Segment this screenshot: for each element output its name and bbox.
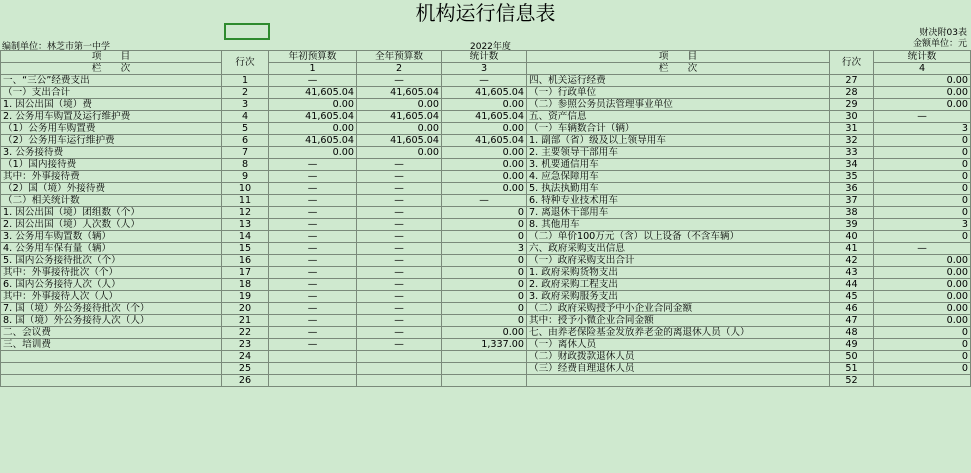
- table-row: [1, 327, 971, 339]
- table-row: [1, 135, 971, 147]
- right-stat-cell[interactable]: 3: [874, 123, 971, 135]
- budget-start-cell[interactable]: —: [269, 195, 357, 207]
- stat-cell[interactable]: 0.00: [442, 147, 527, 159]
- right-stat-cell[interactable]: —: [874, 111, 971, 123]
- table-row: [1, 183, 971, 195]
- right-row-number[interactable]: 45: [830, 291, 874, 303]
- left-row-number[interactable]: 26: [222, 375, 269, 387]
- left-row-number[interactable]: 12: [222, 207, 269, 219]
- left-row-number[interactable]: 24: [222, 351, 269, 363]
- budget-full-cell[interactable]: —: [357, 75, 442, 87]
- right-stat-cell[interactable]: 0.00: [874, 279, 971, 291]
- left-item-label[interactable]: 一、“三公”经费支出: [1, 75, 222, 87]
- left-row-number[interactable]: 8: [222, 159, 269, 171]
- col-1: 1: [269, 63, 357, 75]
- stat-cell[interactable]: 0.00: [442, 171, 527, 183]
- budget-start-cell[interactable]: —: [269, 339, 357, 351]
- left-item-label[interactable]: 其中：外事接待批次（个）: [1, 267, 222, 279]
- left-item-label[interactable]: 3. 公务接待费: [1, 147, 222, 159]
- table-row: [1, 291, 971, 303]
- right-row-number[interactable]: 27: [830, 75, 874, 87]
- table-row: [1, 75, 971, 87]
- left-item-label[interactable]: （一）支出合计: [1, 87, 222, 99]
- left-item-label[interactable]: [1, 363, 222, 375]
- left-row-number[interactable]: 9: [222, 171, 269, 183]
- right-stat-cell[interactable]: 0: [874, 183, 971, 195]
- right-item-label[interactable]: 3. 政府采购服务支出: [527, 291, 830, 303]
- right-stat-cell[interactable]: 0: [874, 171, 971, 183]
- right-row-number[interactable]: 51: [830, 363, 874, 375]
- budget-full-cell[interactable]: —: [357, 315, 442, 327]
- table-row: [1, 375, 971, 387]
- budget-start-cell[interactable]: —: [269, 75, 357, 87]
- budget-start-cell[interactable]: 0.00: [269, 99, 357, 111]
- right-stat-cell[interactable]: 0: [874, 363, 971, 375]
- left-item-label[interactable]: （2）国（境）外接待费: [1, 183, 222, 195]
- right-item-label[interactable]: （一）政府采购支出合计: [527, 255, 830, 267]
- budget-start-cell[interactable]: 0.00: [269, 147, 357, 159]
- seq-header-left: 行次: [222, 51, 269, 75]
- budget-full-cell[interactable]: —: [357, 243, 442, 255]
- left-row-number[interactable]: 21: [222, 315, 269, 327]
- budget-full-cell[interactable]: —: [357, 207, 442, 219]
- table-row: [1, 351, 971, 363]
- right-row-number[interactable]: 33: [830, 147, 874, 159]
- table-row: [1, 339, 971, 351]
- budget-start-cell[interactable]: 41,605.04: [269, 111, 357, 123]
- left-item-label[interactable]: 2. 因公出国（境）人次数（人）: [1, 219, 222, 231]
- stat-header-left: 统计数: [442, 51, 527, 63]
- left-item-label[interactable]: 其中：外事接待费: [1, 171, 222, 183]
- right-item-label[interactable]: 6. 特种专业技术用车: [527, 195, 830, 207]
- left-item-label[interactable]: 其中：外事接待人次（人）: [1, 291, 222, 303]
- stat-cell[interactable]: 0: [442, 219, 527, 231]
- budget-start-cell[interactable]: —: [269, 279, 357, 291]
- left-row-number[interactable]: 13: [222, 219, 269, 231]
- right-stat-cell[interactable]: 0.00: [874, 87, 971, 99]
- right-row-number[interactable]: 30: [830, 111, 874, 123]
- budget-start-cell[interactable]: [269, 363, 357, 375]
- right-item-label[interactable]: （二）单价100万元（含）以上设备（不含车辆）: [527, 231, 830, 243]
- right-item-label[interactable]: 四、机关运行经费: [527, 75, 830, 87]
- right-stat-cell[interactable]: 0.00: [874, 303, 971, 315]
- item-header-left: 项 目: [1, 51, 222, 63]
- left-row-number[interactable]: 23: [222, 339, 269, 351]
- right-item-label[interactable]: 其中：授予小微企业合同金额: [527, 315, 830, 327]
- stat-cell[interactable]: 41,605.04: [442, 135, 527, 147]
- left-row-number[interactable]: 14: [222, 231, 269, 243]
- right-stat-cell[interactable]: [874, 375, 971, 387]
- right-row-number[interactable]: 36: [830, 183, 874, 195]
- left-row-number[interactable]: 1: [222, 75, 269, 87]
- budget-full-cell[interactable]: —: [357, 267, 442, 279]
- right-row-number[interactable]: 39: [830, 219, 874, 231]
- left-row-number[interactable]: 20: [222, 303, 269, 315]
- right-stat-cell[interactable]: 0: [874, 135, 971, 147]
- left-item-label[interactable]: 5. 国内公务接待批次（个）: [1, 255, 222, 267]
- right-item-label[interactable]: （二）政府采购授予中小企业合同金额: [527, 303, 830, 315]
- right-item-label[interactable]: 2. 主要领导干部用车: [527, 147, 830, 159]
- right-item-label[interactable]: 3. 机要通信用车: [527, 159, 830, 171]
- table-row: [1, 363, 971, 375]
- col-3: 3: [442, 63, 527, 75]
- budget-full-cell[interactable]: 0.00: [357, 123, 442, 135]
- stat-cell[interactable]: 0: [442, 303, 527, 315]
- right-stat-cell[interactable]: 0: [874, 207, 971, 219]
- right-stat-cell[interactable]: 0: [874, 195, 971, 207]
- left-row-number[interactable]: 10: [222, 183, 269, 195]
- form-code: 财决附03表: [919, 28, 967, 38]
- selected-cell[interactable]: [224, 23, 270, 40]
- right-item-label[interactable]: （一）车辆数合计（辆）: [527, 123, 830, 135]
- left-item-label[interactable]: （二）相关统计数: [1, 195, 222, 207]
- table-row: [1, 243, 971, 255]
- right-row-number[interactable]: 38: [830, 207, 874, 219]
- budget-full-cell[interactable]: —: [357, 171, 442, 183]
- budget-full-cell[interactable]: —: [357, 327, 442, 339]
- table-row: [1, 171, 971, 183]
- column-header-right: 栏 次: [527, 63, 830, 75]
- budget-full-cell[interactable]: —: [357, 291, 442, 303]
- budget-full-cell[interactable]: —: [357, 279, 442, 291]
- budget-start-header: 年初预算数: [269, 51, 357, 63]
- table-row: [1, 255, 971, 267]
- right-row-number[interactable]: 42: [830, 255, 874, 267]
- right-row-number[interactable]: 41: [830, 243, 874, 255]
- budget-start-cell[interactable]: —: [269, 231, 357, 243]
- table-row: [1, 147, 971, 159]
- right-stat-cell[interactable]: 0.00: [874, 315, 971, 327]
- budget-full-cell[interactable]: —: [357, 195, 442, 207]
- stat-cell[interactable]: 0: [442, 267, 527, 279]
- left-item-label[interactable]: 4. 公务用车保有量（辆）: [1, 243, 222, 255]
- table-row: [1, 231, 971, 243]
- budget-full-header: 全年预算数: [357, 51, 442, 63]
- right-stat-cell[interactable]: 0: [874, 327, 971, 339]
- budget-full-cell[interactable]: [357, 375, 442, 387]
- left-item-label[interactable]: 1. 因公出国（境）费: [1, 99, 222, 111]
- left-row-number[interactable]: 7: [222, 147, 269, 159]
- right-row-number[interactable]: 52: [830, 375, 874, 387]
- right-row-number[interactable]: 46: [830, 303, 874, 315]
- unit-label: 编制单位：林芝市第一中学: [2, 42, 111, 52]
- left-item-label[interactable]: （2）公务用车运行维护费: [1, 135, 222, 147]
- right-item-label[interactable]: 5. 执法执勤用车: [527, 183, 830, 195]
- header-row-2: [1, 63, 971, 75]
- budget-full-cell[interactable]: [357, 363, 442, 375]
- stat-cell[interactable]: 0.00: [442, 183, 527, 195]
- left-item-label[interactable]: （1）公务用车购置费: [1, 123, 222, 135]
- left-row-number[interactable]: 6: [222, 135, 269, 147]
- right-stat-cell[interactable]: 0: [874, 147, 971, 159]
- stat-cell[interactable]: 0: [442, 279, 527, 291]
- table-row: [1, 87, 971, 99]
- budget-full-cell[interactable]: 41,605.04: [357, 111, 442, 123]
- stat-header-right: 统计数: [874, 51, 971, 63]
- budget-full-cell[interactable]: 41,605.04: [357, 87, 442, 99]
- right-stat-cell[interactable]: 0: [874, 231, 971, 243]
- budget-full-cell[interactable]: —: [357, 159, 442, 171]
- left-item-label[interactable]: 7. 国（境）外公务接待批次（个）: [1, 303, 222, 315]
- budget-start-cell[interactable]: —: [269, 315, 357, 327]
- budget-full-cell[interactable]: —: [357, 303, 442, 315]
- right-stat-cell[interactable]: 0.00: [874, 99, 971, 111]
- table-row: [1, 303, 971, 315]
- stat-cell[interactable]: 0.00: [442, 99, 527, 111]
- table-row: [1, 195, 971, 207]
- left-item-label[interactable]: 6. 国内公务接待人次（人）: [1, 279, 222, 291]
- table-row: [1, 111, 971, 123]
- right-item-label[interactable]: （二）参照公务员法管理事业单位: [527, 99, 830, 111]
- left-item-label[interactable]: 二、会议费: [1, 327, 222, 339]
- right-row-number[interactable]: 37: [830, 195, 874, 207]
- stat-cell[interactable]: —: [442, 195, 527, 207]
- right-row-number[interactable]: 29: [830, 99, 874, 111]
- table-row: [1, 315, 971, 327]
- budget-full-cell[interactable]: 41,605.04: [357, 135, 442, 147]
- right-row-number[interactable]: 31: [830, 123, 874, 135]
- right-stat-cell[interactable]: —: [874, 243, 971, 255]
- column-header-left: 栏 次: [1, 63, 222, 75]
- right-stat-cell[interactable]: 0: [874, 159, 971, 171]
- budget-full-cell[interactable]: —: [357, 255, 442, 267]
- stat-cell[interactable]: —: [442, 75, 527, 87]
- table-row: [1, 207, 971, 219]
- right-item-label[interactable]: （三）经费自理退休人员: [527, 363, 830, 375]
- stat-cell[interactable]: 0: [442, 315, 527, 327]
- table-row: [1, 219, 971, 231]
- right-row-number[interactable]: 40: [830, 231, 874, 243]
- budget-start-cell[interactable]: [269, 351, 357, 363]
- stat-cell[interactable]: [442, 351, 527, 363]
- right-item-label[interactable]: 六、政府采购支出信息: [527, 243, 830, 255]
- right-item-label[interactable]: （一）行政单位: [527, 87, 830, 99]
- table-row: [1, 159, 971, 171]
- stat-cell[interactable]: [442, 375, 527, 387]
- budget-start-cell[interactable]: —: [269, 303, 357, 315]
- stat-cell[interactable]: 3: [442, 243, 527, 255]
- right-row-number[interactable]: 44: [830, 279, 874, 291]
- budget-start-cell[interactable]: 41,605.04: [269, 135, 357, 147]
- right-item-label[interactable]: 2. 政府采购工程支出: [527, 279, 830, 291]
- left-item-label[interactable]: （1）国内接待费: [1, 159, 222, 171]
- right-item-label[interactable]: （一）离休人员: [527, 339, 830, 351]
- table-row: [1, 267, 971, 279]
- table-row: [1, 123, 971, 135]
- table-row: [1, 99, 971, 111]
- stat-cell[interactable]: 1,337.00: [442, 339, 527, 351]
- right-stat-cell[interactable]: 0.00: [874, 291, 971, 303]
- budget-start-cell[interactable]: [269, 375, 357, 387]
- budget-full-cell[interactable]: [357, 351, 442, 363]
- budget-start-cell[interactable]: —: [269, 207, 357, 219]
- table-row: [1, 279, 971, 291]
- budget-start-cell[interactable]: —: [269, 327, 357, 339]
- right-row-number[interactable]: 43: [830, 267, 874, 279]
- right-item-label[interactable]: 五、资产信息: [527, 111, 830, 123]
- right-row-number[interactable]: 28: [830, 87, 874, 99]
- left-row-number[interactable]: 19: [222, 291, 269, 303]
- info-table: [0, 50, 971, 387]
- left-row-number[interactable]: 2: [222, 87, 269, 99]
- stat-cell[interactable]: 0.00: [442, 327, 527, 339]
- left-item-label[interactable]: 2. 公务用车购置及运行维护费: [1, 111, 222, 123]
- left-row-number[interactable]: 3: [222, 99, 269, 111]
- right-row-number[interactable]: 50: [830, 351, 874, 363]
- stat-cell[interactable]: [442, 363, 527, 375]
- page-title: 机构运行信息表: [415, 1, 556, 25]
- stat-cell[interactable]: 0.00: [442, 159, 527, 171]
- stat-cell[interactable]: 0: [442, 207, 527, 219]
- right-stat-cell[interactable]: 0.00: [874, 267, 971, 279]
- budget-start-cell[interactable]: —: [269, 159, 357, 171]
- budget-start-cell[interactable]: —: [269, 171, 357, 183]
- header-row-1: [1, 51, 971, 63]
- right-item-label[interactable]: [527, 375, 830, 387]
- budget-full-cell[interactable]: —: [357, 231, 442, 243]
- left-item-label[interactable]: 三、培训费: [1, 339, 222, 351]
- currency-unit: 金额单位：元: [912, 39, 967, 49]
- right-row-number[interactable]: 35: [830, 171, 874, 183]
- year-label: 2022年度: [470, 42, 511, 52]
- left-row-number[interactable]: 22: [222, 327, 269, 339]
- right-item-label[interactable]: 1. 政府采购货物支出: [527, 267, 830, 279]
- right-item-label[interactable]: 1. 副部（省）级及以上领导用车: [527, 135, 830, 147]
- left-item-label[interactable]: [1, 351, 222, 363]
- seq-header-right: 行次: [830, 51, 874, 75]
- right-row-number[interactable]: 49: [830, 339, 874, 351]
- col-4: 4: [874, 63, 971, 75]
- budget-full-cell[interactable]: —: [357, 219, 442, 231]
- stat-cell[interactable]: 0: [442, 231, 527, 243]
- left-item-label[interactable]: 1. 因公出国（境）团组数（个）: [1, 207, 222, 219]
- left-row-number[interactable]: 16: [222, 255, 269, 267]
- stat-cell[interactable]: 41,605.04: [442, 87, 527, 99]
- stat-cell[interactable]: 0: [442, 255, 527, 267]
- budget-start-cell[interactable]: —: [269, 255, 357, 267]
- col-2: 2: [357, 63, 442, 75]
- left-row-number[interactable]: 15: [222, 243, 269, 255]
- right-item-label[interactable]: 7. 离退休干部用车: [527, 207, 830, 219]
- left-item-label[interactable]: 8. 国（境）外公务接待人次（人）: [1, 315, 222, 327]
- left-row-number[interactable]: 18: [222, 279, 269, 291]
- left-item-label[interactable]: 3. 公务用车购置数（辆）: [1, 231, 222, 243]
- right-row-number[interactable]: 34: [830, 159, 874, 171]
- left-row-number[interactable]: 4: [222, 111, 269, 123]
- left-row-number[interactable]: 5: [222, 123, 269, 135]
- right-stat-cell[interactable]: 0.00: [874, 75, 971, 87]
- right-row-number[interactable]: 48: [830, 327, 874, 339]
- left-row-number[interactable]: 25: [222, 363, 269, 375]
- budget-start-cell[interactable]: —: [269, 267, 357, 279]
- right-item-label[interactable]: 8. 其他用车: [527, 219, 830, 231]
- budget-full-cell[interactable]: 0.00: [357, 99, 442, 111]
- budget-start-cell[interactable]: —: [269, 291, 357, 303]
- right-stat-cell[interactable]: 0.00: [874, 255, 971, 267]
- budget-full-cell[interactable]: —: [357, 183, 442, 195]
- right-row-number[interactable]: 47: [830, 315, 874, 327]
- item-header-right: 项 目: [527, 51, 830, 63]
- budget-start-cell[interactable]: 0.00: [269, 123, 357, 135]
- right-stat-cell[interactable]: 0: [874, 351, 971, 363]
- left-item-label[interactable]: [1, 375, 222, 387]
- right-row-number[interactable]: 32: [830, 135, 874, 147]
- budget-start-cell[interactable]: 41,605.04: [269, 87, 357, 99]
- left-row-number[interactable]: 17: [222, 267, 269, 279]
- right-stat-cell[interactable]: 3: [874, 219, 971, 231]
- stat-cell[interactable]: 0.00: [442, 123, 527, 135]
- right-stat-cell[interactable]: 0: [874, 339, 971, 351]
- right-item-label[interactable]: 七、由养老保险基金发放养老金的离退休人员（人）: [527, 327, 830, 339]
- stat-cell[interactable]: 41,605.04: [442, 111, 527, 123]
- right-item-label[interactable]: （二）财政拨款退休人员: [527, 351, 830, 363]
- stat-cell[interactable]: 0: [442, 291, 527, 303]
- budget-start-cell[interactable]: —: [269, 243, 357, 255]
- right-item-label[interactable]: 4. 应急保障用车: [527, 171, 830, 183]
- budget-start-cell[interactable]: —: [269, 219, 357, 231]
- budget-full-cell[interactable]: —: [357, 339, 442, 351]
- budget-full-cell[interactable]: 0.00: [357, 147, 442, 159]
- budget-start-cell[interactable]: —: [269, 183, 357, 195]
- header-right: [913, 28, 967, 50]
- left-row-number[interactable]: 11: [222, 195, 269, 207]
